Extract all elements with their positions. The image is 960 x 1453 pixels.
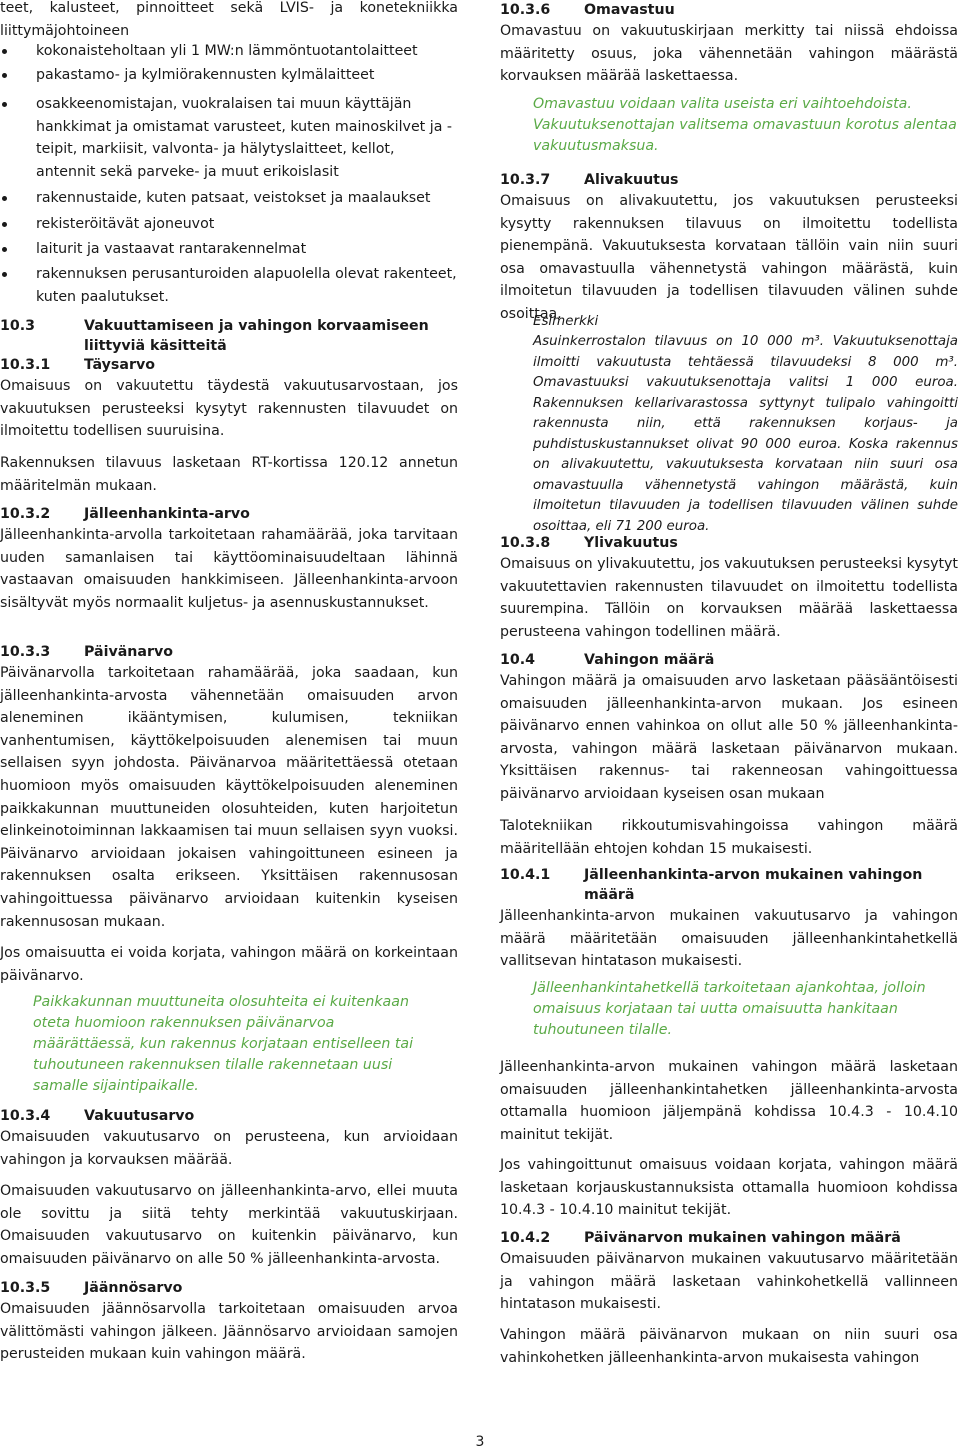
list-item: pakastamo- ja kylmiörakennusten kylmälaitteet (0, 64, 458, 87)
paragraph: Jos vahingoittunut omaisuus voidaan korjata, vahingon määrä lasketaan korjauskustannuksista ottamalla huomioon kohdissa 10.4.3 - 10.4.10 mainitut tekijät. (500, 1157, 958, 1219)
paragraph: Omaisuus on vakuutettu täydestä vakuutusarvostaan, jos vakuutuksen perusteeksi kysytyt rakennusten tilavuudet on ilmoitettu todellisen suuruisina. (0, 378, 458, 440)
bullet-icon (2, 49, 7, 54)
paragraph: Omaisuuden vakuutusarvo on perusteena, kun arvioidaan vahingon ja korvauksen määrää. (0, 1129, 458, 1168)
example-text: Asuinkerrostalon tilavuus on 10 000 m³. Vakuutuksenottaja ilmoitti vakuutusta tehtäessä tilavuudeksi 8 000 m³. Omavastuuksi vakuutuksenottaja valitsi 1 000 euroa. Rakennuksen kellarivarastossa syttynyt tulipalo vahingoitti rakennusta niin, että rakennuksen korjaus- ja puhdistuskustannukset olivat 90 000 euroa. Koska rakennus on alivakuutettu, vakuutuksesta korvataan niin suuri osa omavastuulla vähennetystä vahingon määrästä, kuin ilmoitetun tilavuuden ja todellisen tilavuuden välinen suhde osoittaa, eli 71 200 euroa. (533, 334, 958, 534)
bullet-icon (2, 73, 7, 78)
paragraph: Vahingon määrä ja omaisuuden arvo lasketaan pääsääntöisesti omaisuuden jälleenhankinta-arvon mukaan. Jos esineen päivänarvo ennen vahinkoa on ollut alle 50 % jälleenhankinta-arvosta, vahingon määrä lasketaan päivänarvon mukaan. Yksittäisen rakennus- tai rakenneosan vahingoittuessa päivänarvo arvioidaan kyseisen osan mukaan (500, 673, 958, 802)
paragraph: Omaisuus on ylivakuutettu, jos vakuutuksen perusteeksi kysytyt vakuutettavien rakennusten tilavuudet on ilmoitettu todellista suurempina. Tällöin on korvauksen määrää laskettaessa perusteena vahingon todellinen määrä. (500, 556, 958, 640)
green-note: Jälleenhankintahetkellä tarkoitetaan ajankohtaa, jolloin omaisuus korjataan tai uutta omaisuutta hankitaan tuhoutuneen tilalle. (533, 980, 926, 1038)
list-item: osakkeenomistajan, vuokralaisen tai muun käyttäjän hankkimat ja omistamat varusteet, kuten mainoskilvet ja -teipit, markiisit, valvonta- ja hälytyslaitteet, kellot, antennit sekä parveke- ja muut erikoislasit (0, 93, 458, 183)
paragraph: Omaisuus on alivakuutettu, jos vakuutuksen perusteeksi kysytty rakennuksen tilavuus on ilmoitettu todellista pienempänä. Vakuutuksesta korvataan tällöin vain niin suuri osa omavastuulla vähennetystä vahingon määrästä, kuin ilmoitetun tilavuuden ja todellisen tilavuuden välinen suhde osoittaa. (500, 193, 958, 322)
paragraph: Jälleenhankinta-arvolla tarkoitetaan rahamäärää, joka tarvitaan uuden samanlaisen tai käyttöominaisuudeltaan lähinnä vastaavan omaisuuden hankkimiseen. Jälleenhankinta-arvoon sisältyvät myös normaalit kuljetus- ja asennuskustannukset. (0, 527, 458, 611)
section-heading-10-3-5: 10.3.5 Jäännösarvo (0, 1280, 183, 1296)
list-item: rakennuksen perusanturoiden alapuolella olevat rakenteet, kuten paalutukset. (0, 263, 458, 308)
green-note: Omavastuu voidaan valita useista eri vaihtoehdoista. Vakuutuksenottajan valitsema omavastuun korotus alentaa vakuutusmaksua. (533, 96, 957, 154)
green-note: Paikkakunnan muuttuneita olosuhteita ei kuitenkaan oteta huomioon rakennuksen päivänarvoa määrättäessä, kun rakennus korjataan entiselleen tai tuhoutuneen rakennuksen tilalle rakennetaan uusi samalle sijaintipaikalle. (33, 994, 414, 1094)
paragraph: Vahingon määrä päivänarvon mukaan on niin suuri osa vahinkohetken jälleenhankinta-arvon mukaisesta vahingon (500, 1327, 958, 1366)
page-number: 3 (475, 1434, 485, 1450)
bullet-icon (2, 272, 7, 277)
paragraph: Rakennuksen tilavuus lasketaan RT-kortissa 120.12 annetun määritelmän mukaan. (0, 455, 458, 494)
section-heading-10-4: 10.4 Vahingon määrä (500, 652, 715, 668)
section-heading-10-4-2: 10.4.2 Päivänarvon mukainen vahingon määrä (500, 1230, 901, 1246)
bullet-icon (2, 247, 7, 252)
paragraph: Jälleenhankinta-arvon mukainen vakuutusarvo ja vahingon määrä määritetään omaisuuden jälleenhankintahetkellä vallitsevan hintatason mukaisesti. (500, 908, 958, 970)
section-heading-10-3-2: 10.3.2 Jälleenhankinta-arvo (0, 506, 250, 522)
section-heading-10-3-4: 10.3.4 Vakuutusarvo (0, 1108, 195, 1124)
list-item: laiturit ja vastaavat rantarakennelmat (0, 238, 458, 261)
list-item: kokonaisteholtaan yli 1 MW:n lämmöntuotantolaitteet (0, 40, 458, 63)
bullet-icon (2, 102, 7, 107)
section-heading-10-3-3: 10.3.3 Päivänarvo (0, 644, 173, 660)
section-heading-10-3: 10.3 Vakuuttamiseen ja vahingon korvaamiseen liittyviä käsitteitä (0, 318, 429, 354)
section-heading-10-3-7: 10.3.7 Alivakuutus (500, 172, 679, 188)
paragraph: Jos omaisuutta ei voida korjata, vahingon määrä on korkeintaan päivänarvo. (0, 945, 458, 984)
intro-paragraph: teet, kalusteet, pinnoitteet sekä LVIS- ja konetekniikka liittymäjohtoineen (0, 0, 458, 39)
list-item: rakennustaide, kuten patsaat, veistokset ja maalaukset (0, 187, 458, 210)
paragraph: Omaisuuden vakuutusarvo on jälleenhankinta-arvo, ellei muuta ole sovittu ja siitä tehty merkintää vakuutuskirjaan. Omaisuuden vakuutusarvo on kuitenkin päivänarvo, kun omaisuuden päivänarvo on alle 50 % jälleenhankinta-arvosta. (0, 1183, 458, 1267)
paragraph: Omaisuuden jäännösarvolla tarkoitetaan omaisuuden arvoa välittömästi vahingon jälkeen. Jäännösarvo arvioidaan samojen perusteiden mukaan kuin vahingon määrä. (0, 1301, 458, 1363)
bullet-icon (2, 222, 7, 227)
section-heading-10-3-6: 10.3.6 Omavastuu (500, 2, 675, 18)
paragraph: Päivänarvolla tarkoitetaan rahamäärää, joka saadaan, kun jälleenhankinta-arvosta vähennetään omaisuuden arvon aleneminen ikääntymisen, kulumisen, tekniikan vanhentumisen, käyttökelpoisuuden alenemisen tai muun sellaisen syyn johdosta. Päivänarvoa määritettäessä otetaan huomioon myös omaisuuden käyttökelpoisuuden aleneminen paikkakunnan muuttuneiden olosuhteiden, kuten harjoitetun elinkeinotoiminnan lakkaamisen tai muun sellaisen syyn vuoksi. Päivänarvo arvioidaan jokaisen vahingoittuneen esineen ja rakennuksen osalta erikseen. Yksittäisen rakennusosan vahingoittuessa päivänarvo arvioidaan kuitenkin kyseisen rakennusosan mukaan. (0, 665, 458, 930)
paragraph: Talotekniikan rikkoutumisvahingoissa vahingon määrä määritellään ehtojen kohdan 15 mukaisesti. (500, 818, 958, 857)
section-heading-10-4-1: 10.4.1 Jälleenhankinta-arvon mukainen vahingon määrä (500, 867, 923, 903)
paragraph: Omavastuu on vakuutuskirjaan merkitty tai niissä ehdoissa määritetty osuus, joka vähennetään vahingon määrästä korvauksen määrää laskettaessa. (500, 23, 958, 85)
list-item: rekisteröitävät ajoneuvot (0, 213, 458, 236)
section-heading-10-3-1: 10.3.1 Täysarvo (0, 357, 155, 373)
paragraph: Omaisuuden päivänarvon mukainen vakuutusarvo määritetään ja vahingon määrä lasketaan vahinkohetkellä vallinneen hintatason mukaisesti. (500, 1251, 958, 1313)
example-label: Esimerkki (533, 314, 599, 329)
bullet-icon (2, 196, 7, 201)
section-heading-10-3-8: 10.3.8 Ylivakuutus (500, 535, 678, 551)
paragraph: Jälleenhankinta-arvon mukainen vahingon määrä lasketaan omaisuuden jälleenhankintahetken jälleenhankinta-arvosta ottamalla huomioon jäljempänä kohdissa 10.4.3 - 10.4.10 mainitut tekijät. (500, 1059, 958, 1143)
